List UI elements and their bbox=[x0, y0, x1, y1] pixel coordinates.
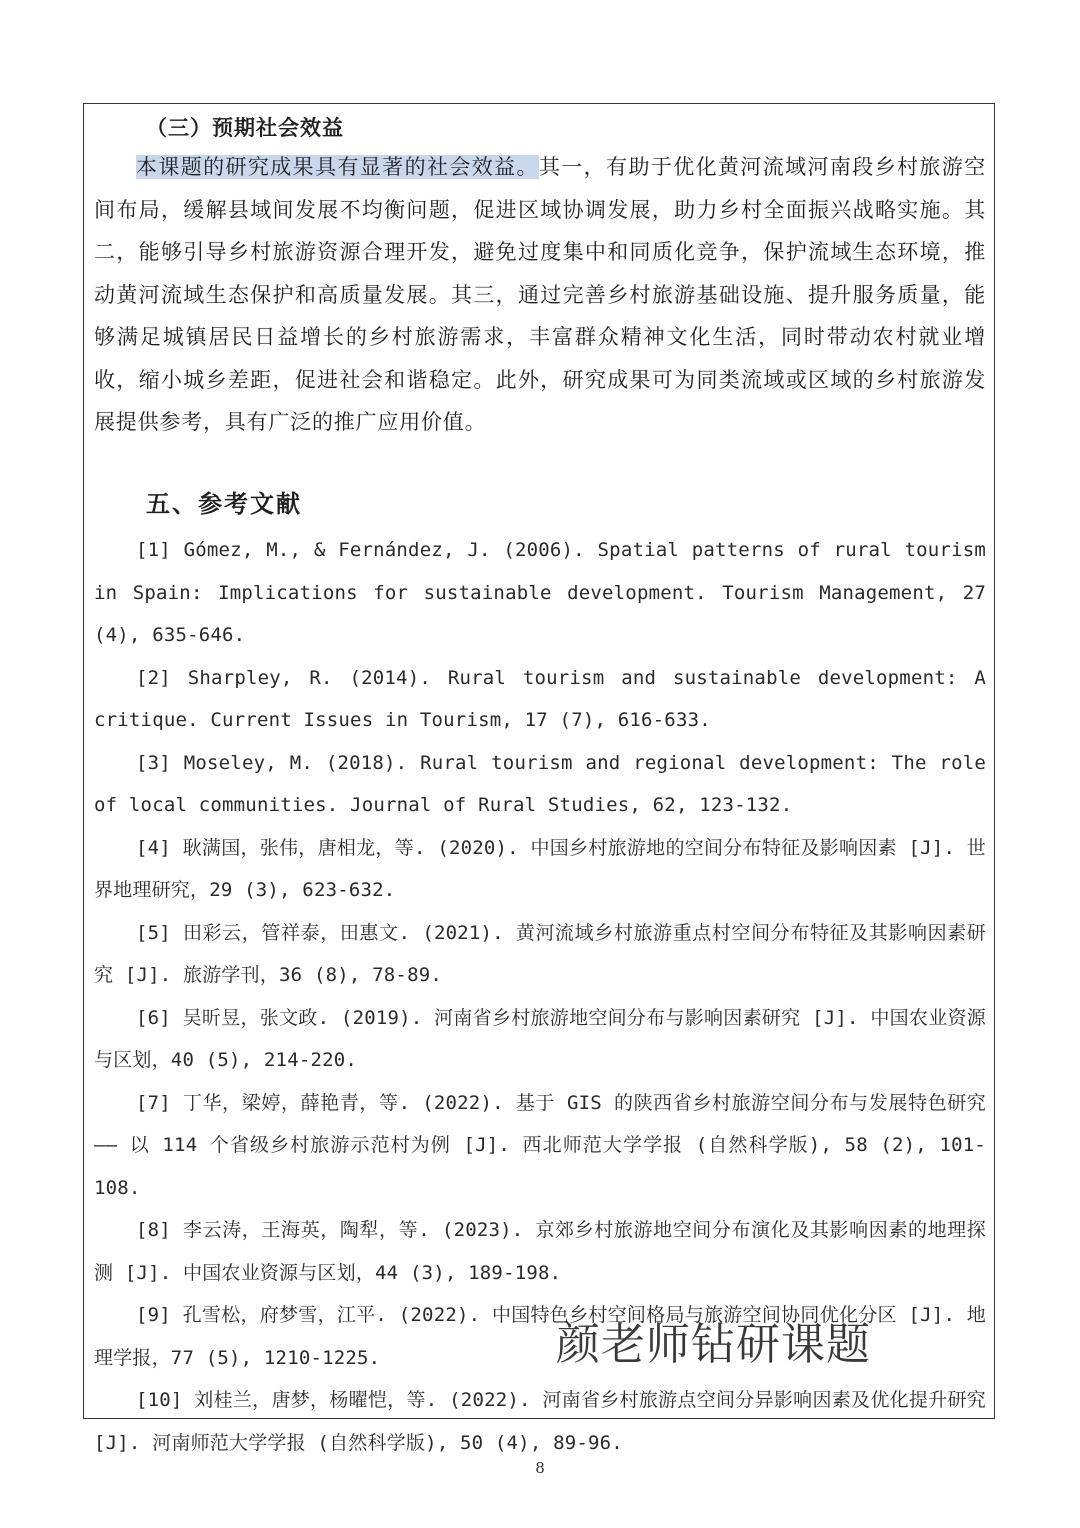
reference-item: [3] Moseley, M. (2018). Rural tourism and regional development: The role of local communities. Journal of Rural Studies, 62, 123-132. bbox=[94, 751, 986, 816]
reference-item: [8] 李云涛，王海英，陶犁，等. (2023). 京郊乡村旅游地空间分布演化及其影响因素的地理探测 [J]. 中国农业资源与区划，44 (3), 189-198. bbox=[94, 1219, 986, 1284]
social-benefits-paragraph bbox=[94, 146, 986, 444]
watermark-text: 颜老师钻研课题 bbox=[556, 1319, 871, 1370]
reference-item: [10] 刘桂兰，唐梦，杨曜恺，等. (2022). 河南省乡村旅游点空间分异影响因素及优化提升研究 [J]. 河南师范大学学报 (自然科学版), 50 (4), 89-96. bbox=[94, 1389, 986, 1454]
reference-item: [2] Sharpley, R. (2014). Rural tourism and sustainable development: A critique. Current Issues in Tourism, 17 (7), 616-633. bbox=[94, 666, 986, 731]
highlighted-sentence[interactable]: 本课题的研究成果具有显著的社会效益。 bbox=[136, 155, 539, 179]
reference-item: [9] 孔雪松，府梦雪，江平. (2022). 中国特色乡村空间格局与旅游空间协同优化分区 [J]. 地理学报，77 (5), 1210-1225. bbox=[94, 1304, 986, 1369]
reference-item: [1] Gómez, M., & Fernández, J. (2006). Spatial patterns of rural tourism in Spain: Implications for sustainable development. Tourism Management, 27 (4), 635-646. bbox=[94, 539, 986, 646]
reference-item: [4] 耿满国，张伟，唐相龙，等. (2020). 中国乡村旅游地的空间分布特征及影响因素 [J]. 世界地理研究，29 (3), 623-632. bbox=[94, 836, 986, 901]
references-heading: 五、参考文献 bbox=[146, 489, 302, 518]
subheading-expected-social-benefits: （三）预期社会效益 bbox=[146, 115, 344, 140]
reference-item: [6] 吴昕昱，张文政. (2019). 河南省乡村旅游地空间分布与影响因素研究 [J]. 中国农业资源与区划，40 (5), 214-220. bbox=[94, 1006, 986, 1071]
reference-item: [5] 田彩云，管祥泰，田惠文. (2021). 黄河流域乡村旅游重点村空间分布特征及其影响因素研究 [J]. 旅游学刊，36 (8), 78-89. bbox=[94, 921, 986, 986]
page-number: 8 bbox=[535, 1459, 545, 1477]
paragraph-text: 其一，有助于优化黄河流域河南段乡村旅游空间布局，缓解县域间发展不均衡问题，促进区域协调发展，助力乡村全面振兴战略实施。其二，能够引导乡村旅游资源合理开发，避免过度集中和同质化竞争，保护流域生态环境，推动黄河流域生态保护和高质量发展。其三，通过完善乡村旅游基础设施、提升服务质量，能够满足城镇居民日益增长的乡村旅游需求，丰富群众精神文化生活，同时带动农村就业增收，缩小城乡差距，促进社会和谐稳定。此外，研究成果可为同类流域或区域的乡村旅游发展提供参考，具有广泛的推广应用价值。 bbox=[94, 155, 986, 434]
reference-item: [7] 丁华，梁婷，薛艳青，等. (2022). 基于 GIS 的陕西省乡村旅游空间分布与发展特色研究 —— 以 114 个省级乡村旅游示范村为例 [J]. 西北师范大学学报 (自然科学版), 58 (2), 101-108. bbox=[94, 1091, 986, 1199]
